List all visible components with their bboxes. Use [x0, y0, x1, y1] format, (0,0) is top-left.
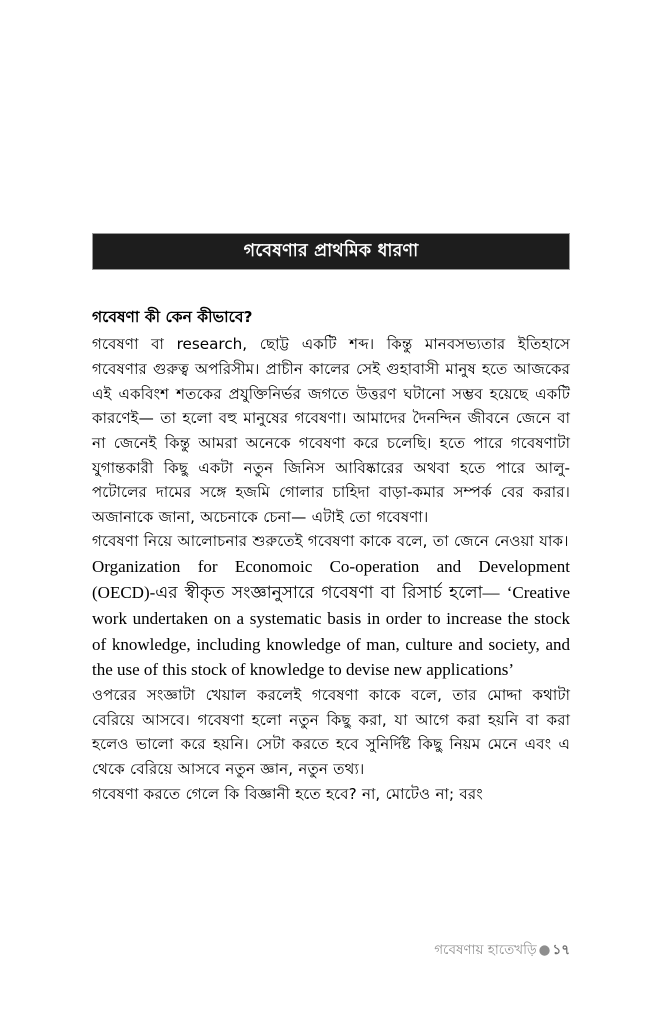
paragraph-2: গবেষণা নিয়ে আলোচনার শুরুতেই গবেষণা কাকে বলে, তা জেনে নেওয়া যাক।: [92, 532, 569, 551]
footer-separator-icon: ●: [538, 942, 551, 958]
chapter-title-bar: [92, 233, 570, 270]
page-footer: [92, 941, 570, 960]
paragraph-3-oecd-definition: Organization for Economoic Co-operation and Development (OECD)-এর স্বীকৃত সংজ্ঞানুসারে গবেষণা বা রিসার্চ হলো— ‘Creative work undertaken on a systematic basis in order to increase the stock of knowledge, including knowledge of man, culture and society, and the use of this stock of knowledge to devise new applications’: [92, 557, 570, 680]
paragraph-1: গবেষণা বা research, ছোট্ট একটি শব্দ। কিন্তু মানবসভ্যতার ইতিহাসে গবেষণার গুরুত্ব অপরিসীম। প্রাচীন কালের সেই গুহাবাসী মানুষ হতে আজকের এই একবিংশ শতকের প্রযুক্তিনির্ভর জগতে উত্তরণ ঘটানো সম্ভব হয়েছে একটি কারণেই— তা হলো বহু মানুষের গবেষণা। আমাদের দৈনন্দিন জীবনে জেনে বা না জেনেই কিন্তু আমরা অনেকে গবেষণা করে চলেছি। হতে পারে গবেষণাটা যুগান্তকারী কিছু একটা নতুন জিনিস আবিষ্কারের অথবা হতে পারে আলু-পটোলের দামের সঙ্গে হজমি গোলার চাহিদা বাড়া-কমার সম্পর্ক বের করার। অজানাকে জানা, অচেনাকে চেনা— এটাই তো গবেষণা।: [92, 335, 570, 526]
footer-running-head: [434, 942, 570, 958]
page-number: ১৭: [552, 942, 570, 958]
page-body: [92, 306, 570, 806]
paragraph-5: গবেষণা করতে গেলে কি বিজ্ঞানী হতে হবে? না, মোটেও না; বরং: [92, 784, 483, 803]
paragraph-4: ওপরের সংজ্ঞাটা খেয়াল করলেই গবেষণা কাকে বলে, তার মোদ্দা কথাটা বেরিয়ে আসবে। গবেষণা হলো নতুন কিছু করা, যা আগে করা হয়নি বা করা হলেও ভালো করে হয়নি। সেটা করতে হবে সুনির্দিষ্ট কিছু নিয়ম মেনে এবং এ থেকে বেরিয়ে আসবে নতুন জ্ঞান, নতুন তথ্য।: [92, 686, 570, 779]
footer-book-title: গবেষণায় হাতেখড়ি: [434, 942, 537, 958]
section-heading: গবেষণা কী কেন কীভাবে?: [92, 308, 253, 326]
chapter-title: গবেষণার প্রাথমিক ধারণা: [243, 240, 419, 261]
